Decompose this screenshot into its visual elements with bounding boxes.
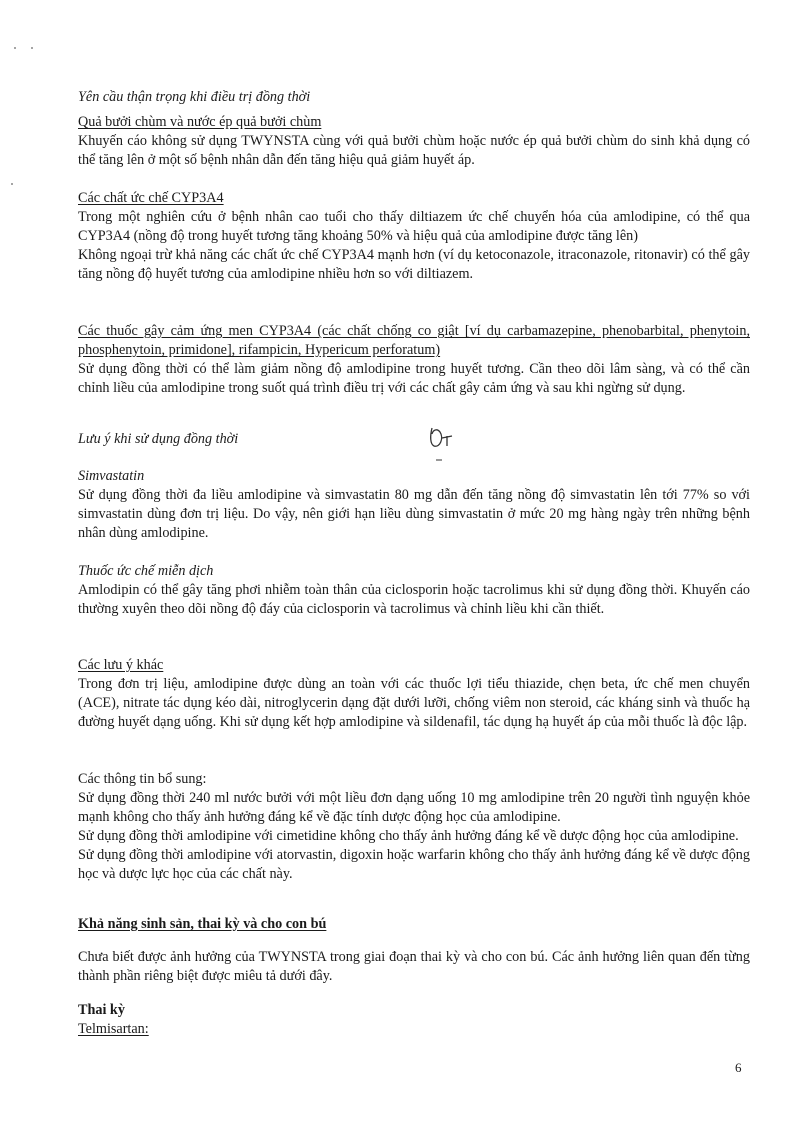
subsection-pregnancy: [78, 1001, 750, 1039]
subsection-additional-info: [78, 770, 750, 884]
paragraph-fertility-pregnancy: Chưa biết được ảnh hưởng của TWYNSTA trong giai đoạn thai kỳ và cho con bú. Các ảnh hưởng liên quan đến từng thành phần riêng biệt được miêu tả dưới đây.: [78, 949, 750, 984]
paragraph: Trong đơn trị liệu, amlodipine được dùng an toàn với các thuốc lợi tiểu thiazide, chẹn beta, ức chế men chuyển (ACE), nitrate tác dụng kéo dài, nitroglycerin dạng đặt dưới lưỡi, chống viêm non steroid, các kháng sinh và thuốc hạ đường huyết dạng uống. Khi sử dụng kết hợp amlodipine và sildenafil, tác dụng hạ huyết áp của mỗi thuốc là độc lập.: [78, 676, 750, 730]
subsection-other-notes: [78, 656, 750, 732]
subsection-title: Các thông tin bổ sung:: [78, 771, 207, 787]
page-number: 6: [735, 1060, 742, 1075]
scan-speck: [31, 47, 33, 49]
scan-speck: [14, 47, 16, 49]
subsection-title: Các lưu ý khác: [78, 657, 164, 673]
subsection-title: Simvastatin: [78, 468, 145, 484]
paragraph: Sử dụng đồng thời amlodipine với cimetidine không cho thấy ảnh hưởng đáng kể về dược động học của amlodipine.: [78, 828, 739, 844]
subsection-immunosuppressants: [78, 562, 750, 619]
subsection-title: Thuốc ức chế miễn dịch: [78, 563, 214, 579]
section-heading-concurrent-caution: Yên cầu thận trọng khi điều trị đồng thời: [78, 89, 311, 105]
subsection-title: Quả bưởi chùm và nước ép quả bưởi chùm: [78, 114, 322, 130]
subsection-title: Các chất ức chế CYP3A4: [78, 190, 224, 206]
paragraph: Sử dụng đồng thời amlodipine với atorvastin, digoxin hoặc warfarin không cho thấy ảnh hưởng đáng kể về dược động học và dược lực học của các chất này.: [78, 847, 750, 882]
paragraph: Sử dụng đồng thời có thể làm giảm nồng độ amlodipine trong huyết tương. Cần theo dõi lâm sàng, và có thể cần chỉnh liều của amlodipine trong suốt quá trình điều trị với các chất gây cảm ứng và sau khi ngừng sử dụng.: [78, 361, 750, 396]
paragraph: Trong một nghiên cứu ở bệnh nhân cao tuổi cho thấy diltiazem ức chế chuyển hóa của amlodipine, có thể qua CYP3A4 (nồng độ trong huyết tương tăng khoảng 50% và hiệu quả của amlodipine được tăng lên): [78, 209, 750, 244]
handwritten-initials-mark: [428, 424, 468, 468]
subsection-cyp3a4-inhibitors: [78, 189, 750, 284]
paragraph: Khuyến cáo không sử dụng TWYNSTA cùng với quả bưởi chùm hoặc nước ép quả bưởi chùm do sinh khả dụng có thể tăng lên ở một số bệnh nhân dẫn đến tăng hiệu quả giảm huyết áp.: [78, 133, 750, 168]
paragraph: Sử dụng đồng thời 240 ml nước bưởi với một liều đơn dạng uống 10 mg amlodipine trên 20 người tình nguyện khỏe mạnh không cho thấy ảnh hưởng đáng kể về đặc tính dược động học của amlodipine.: [78, 790, 750, 825]
subsection-simvastatin: [78, 467, 750, 543]
subsection-title: Các thuốc gây cảm ứng men CYP3A4 (các chất chống co giật [ví dụ carbamazepine, phenobarbital, phenytoin, phosphenytoin, primidone], rifampicin, Hypericum perforatum): [78, 323, 750, 358]
paragraph: Sử dụng đồng thời đa liều amlodipine và simvastatin 80 mg dẫn đến tăng nồng độ simvastatin lên tới 77% so với simvastatin dùng đơn trị liệu. Do vậy, nên giới hạn liều dùng simvastatin ở mức 20 mg hàng ngày trên những bệnh nhân dùng amlodipine.: [78, 487, 750, 541]
scan-speck: [11, 183, 13, 185]
paragraph: Không ngoại trừ khả năng các chất ức chế CYP3A4 mạnh hơn (ví dụ ketoconazole, itraconazole, ritonavir) có thể gây tăng nồng độ huyết tương của amlodipine nhiều hơn so với diltiazem.: [78, 247, 750, 282]
subsection-subtitle: Telmisartan:: [78, 1021, 149, 1037]
section-heading-fertility-pregnancy: Khả năng sinh sản, thai kỳ và cho con bú: [78, 916, 327, 932]
paragraph: Amlodipin có thể gây tăng phơi nhiễm toàn thân của ciclosporin hoặc tacrolimus khi sử dụng đồng thời. Khuyến cáo thường xuyên theo dõi nồng độ đáy của ciclosporin và tacrolimus và chỉnh liều khi cần thiết.: [78, 582, 750, 617]
subsection-title: Thai kỳ: [78, 1002, 125, 1018]
section-heading-concurrent-notes: Lưu ý khi sử dụng đồng thời: [78, 431, 239, 447]
subsection-grapefruit: [78, 113, 750, 170]
subsection-cyp3a4-inducers: [78, 322, 750, 398]
